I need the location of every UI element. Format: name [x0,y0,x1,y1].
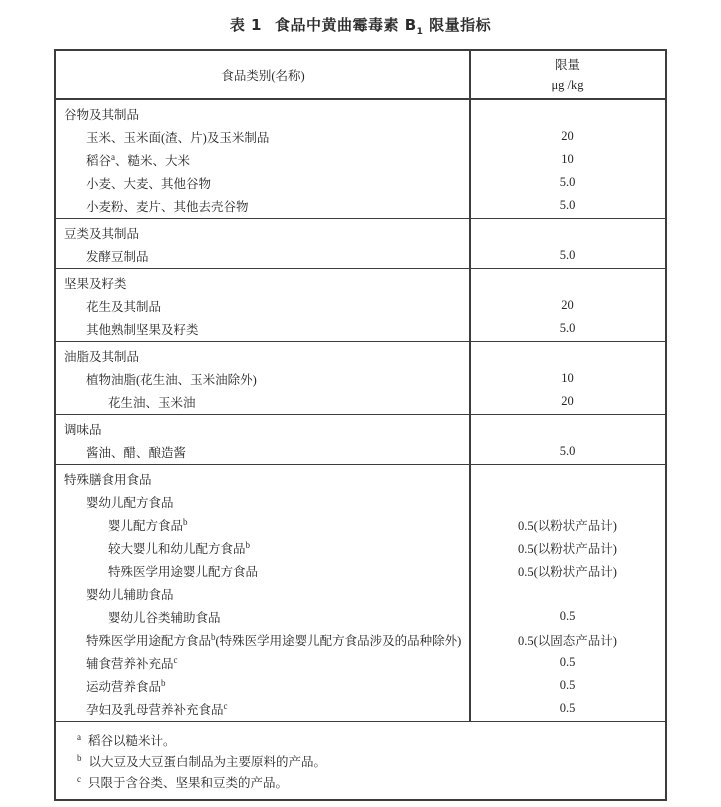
table-row [56,125,665,148]
category-cell [56,420,470,438]
category-cell [56,393,470,411]
category-cell [56,297,470,315]
category-cell [56,493,470,511]
footnote-ref: b [161,677,166,688]
table-row [56,490,665,513]
table-row [56,148,665,171]
row-label: 酱油、醋、酿造酱 [86,445,187,460]
limit-value-cell: 0.5 [559,609,576,623]
table-section [56,100,665,219]
table-row [56,605,665,628]
row-label: 稻谷 [86,153,112,168]
table-row [56,628,665,651]
limit-value-cell: 5.0 [559,321,576,335]
row-label: 婴儿配方食品 [108,518,184,533]
category-cell [56,562,470,580]
footnote-ref: a [111,151,116,162]
category-cell [56,128,470,146]
table-section [56,269,665,342]
limits-table [54,49,667,801]
row-label: 玉米、玉米面(渣、片)及玉米制品 [86,130,270,145]
footnote-text: 以大豆及大豆蛋白制品为主要原料的产品。 [88,755,327,769]
category-cell [56,516,470,534]
row-label: 豆类及其制品 [64,226,140,241]
limit-value-cell: 0.5 [559,701,576,715]
table-section [56,219,665,269]
header-category-cell: 食品类别(名称) [221,68,305,83]
limit-value-cell: 20 [561,394,574,408]
row-label: 特殊医学用途配方食品 [86,633,212,648]
footnote [77,773,665,794]
footnote-marker: a [77,731,81,742]
row-label: 运动营养食品 [86,679,162,694]
category-cell [56,174,470,192]
row-label: 特殊膳食用食品 [64,472,152,487]
limit-value-cell: 20 [561,298,574,312]
row-label: 小麦粉、麦片、其他去壳谷物 [86,199,249,214]
row-label: 孕妇及乳母营养补充食品 [86,702,224,717]
table-row [56,697,665,720]
table-row [56,651,665,674]
category-cell [56,197,470,215]
row-label: 花生油、玉米油 [108,395,196,410]
limit-value-cell: 20 [561,129,574,143]
limit-value-cell: 5.0 [559,198,576,212]
footnote-text: 只限于含谷类、坚果和豆类的产品。 [88,776,289,790]
limit-value-cell: 10 [561,371,574,385]
table-row [56,536,665,559]
row-label: 植物油脂(花生油、玉米油除外) [86,372,257,387]
category-cell [56,370,470,388]
row-label: 婴幼儿辅助食品 [86,587,174,602]
category-cell [56,700,470,718]
table-section [56,465,665,722]
limit-value-cell: 0.5 [559,655,576,669]
table-row [56,513,665,536]
category-cell [56,654,470,672]
category-cell [56,105,470,123]
table-row [56,390,665,413]
footnote-ref: b [211,631,216,642]
category-cell [56,247,470,265]
header-limit-unit: μg /kg [551,77,584,92]
category-cell [56,631,470,649]
row-label-continued: (特殊医学用途婴儿配方食品涉及的品种除外) [215,633,462,648]
table-row [56,221,665,244]
footnote [77,731,665,752]
table-section [56,415,665,465]
limit-value-cell: 0.5 [559,678,576,692]
category-cell [56,677,470,695]
table-row [56,440,665,463]
table-row [56,467,665,490]
limit-value-cell: 5.0 [559,175,576,189]
limit-value-cell: 5.0 [559,248,576,262]
row-label: 花生及其制品 [86,299,162,314]
row-label: 发酵豆制品 [86,249,149,264]
title-main: 食品中黄曲霉毒素 B [275,16,417,34]
row-label: 辅食营养补充品 [86,656,174,671]
footnote-ref: c [173,654,178,665]
table-section [56,342,665,415]
table-row [56,559,665,582]
header-limit-cell [470,51,665,98]
row-label: 较大婴儿和幼儿配方食品 [108,541,246,556]
category-cell [56,539,470,557]
limit-value-cell: 0.5(以粉状产品计) [518,564,617,579]
table-row [56,171,665,194]
category-cell [56,585,470,603]
table-row [56,417,665,440]
table-header-row [56,51,665,100]
row-label: 调味品 [64,422,102,437]
category-cell [56,347,470,365]
row-label: 坚果及籽类 [64,276,127,291]
footnote-ref: c [223,700,228,711]
limit-value-cell: 0.5(以粉状产品计) [518,518,617,533]
table-row [56,582,665,605]
footnote [77,752,665,773]
limit-value-cell: 0.5(以粉状产品计) [518,541,617,556]
limit-value-cell: 0.5(以固态产品计) [518,633,617,648]
header-limit-title: 限量 [554,57,580,72]
category-cell [56,151,470,169]
category-cell [56,224,470,242]
footnote-marker: c [77,773,81,784]
table-row [56,294,665,317]
table-number: 表 1 [229,16,262,34]
row-label: 婴幼儿配方食品 [86,495,174,510]
row-label-continued: 、糙米、大米 [115,153,191,168]
row-label: 谷物及其制品 [64,107,140,122]
category-cell [56,443,470,461]
footnote-marker: b [77,752,82,763]
row-label: 油脂及其制品 [64,349,140,364]
table-body [56,100,665,722]
row-label: 其他熟制坚果及籽类 [86,322,199,337]
title-tail: 限量指标 [423,16,492,34]
row-label: 特殊医学用途婴儿配方食品 [108,564,259,579]
row-label: 小麦、大麦、其他谷物 [86,176,212,191]
footnotes-block [56,722,665,799]
footnote-text: 稻谷以糙米计。 [88,734,176,748]
table-row [56,367,665,390]
row-label: 婴幼儿谷类辅助食品 [108,610,221,625]
table-row [56,194,665,217]
category-cell [56,608,470,626]
limit-value-cell: 10 [561,152,574,166]
category-cell [56,274,470,292]
table-row [56,271,665,294]
category-cell [56,320,470,338]
category-cell [56,470,470,488]
footnote-ref: b [183,516,188,527]
title-subscript: 1 [416,27,424,37]
table-row [56,317,665,340]
limit-value-cell: 5.0 [559,444,576,458]
table-row [56,674,665,697]
table-title [0,0,721,37]
footnote-ref: b [245,539,251,550]
table-row [56,344,665,367]
table-row [56,244,665,267]
table-row [56,102,665,125]
